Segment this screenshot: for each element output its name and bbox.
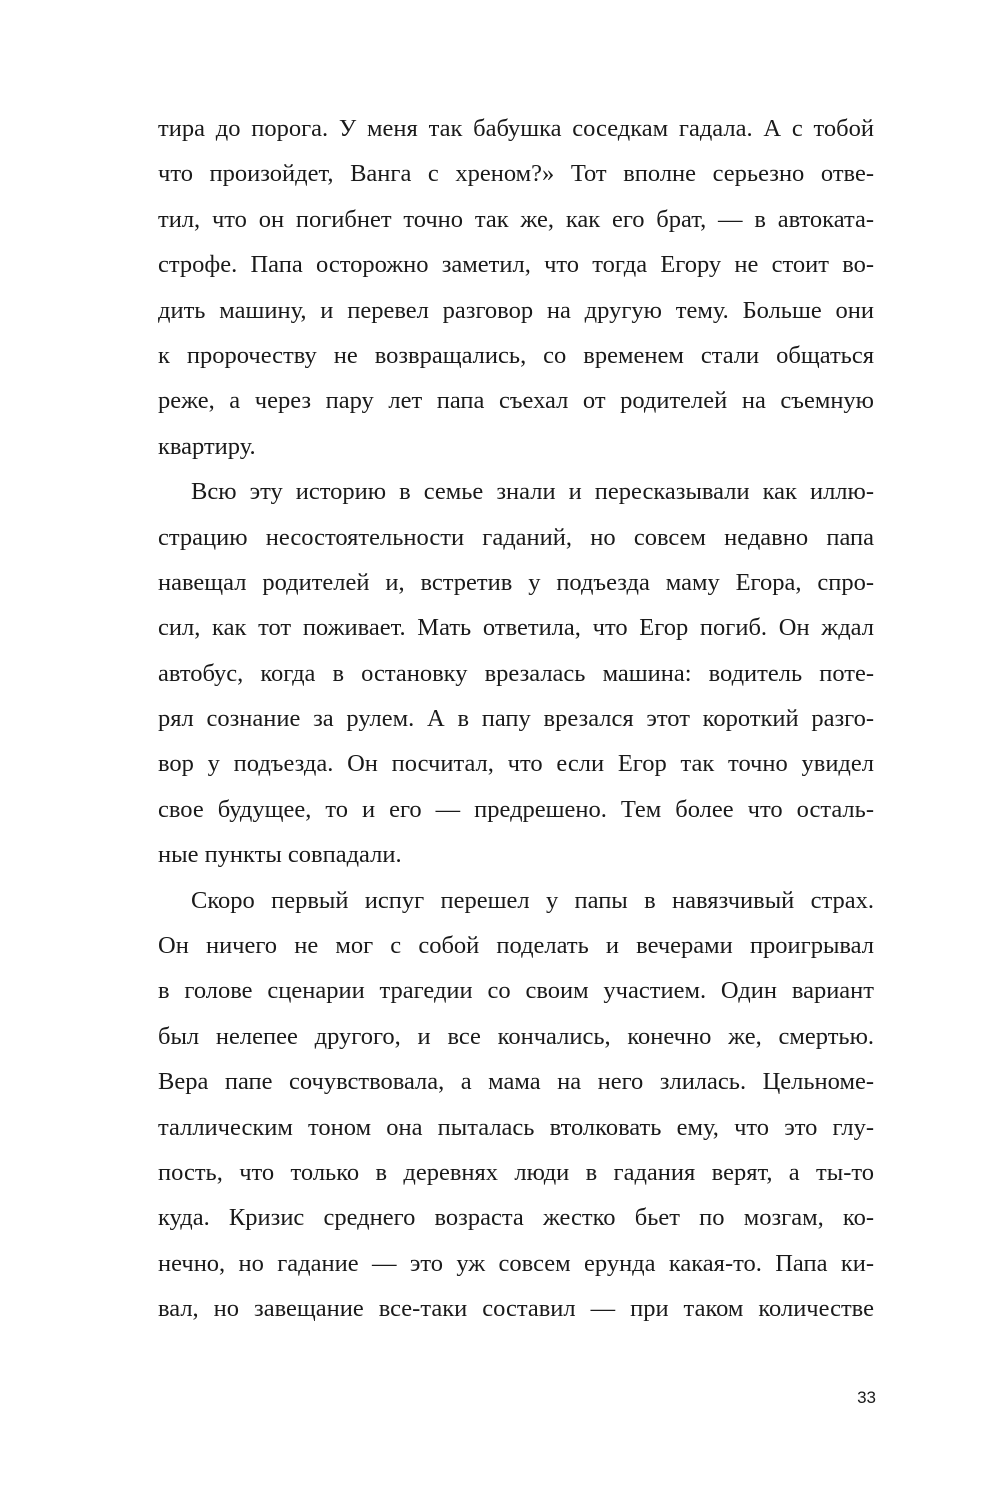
paragraph-1	[158, 106, 874, 469]
text-line: вор у подъезда. Он посчитал, что если Егор так точно увидел	[158, 750, 874, 778]
text-line: навещал родителей и, встретив у подъезда маму Егора, спро-	[158, 568, 874, 596]
text-line: пость, что только в деревнях люди в гадания верят, а ты-то	[158, 1158, 874, 1186]
text-line: рял сознание за рулем. А в папу врезался этот короткий разго-	[158, 705, 874, 733]
text-line: сил, как тот поживает. Мать ответила, что Егор погиб. Он ждал	[158, 614, 874, 642]
text-line: тира до порога. У меня так бабушка соседкам гадала. А с тобой	[158, 115, 874, 142]
text-line: страцию несостоятельности гаданий, но совсем недавно папа	[158, 523, 874, 551]
text-line: куда. Кризис среднего возраста жестко бьет по мозгам, ко-	[158, 1204, 874, 1232]
body-text	[158, 106, 874, 1332]
text-line: в голове сценарии трагедии со своим участием. Один вариант	[158, 977, 874, 1005]
text-line: свое будущее, то и его — предрешено. Тем более что осталь-	[158, 795, 874, 823]
paragraph-2	[158, 469, 874, 878]
text-line: тил, что он погибнет точно так же, как его брат, — в автоката-	[158, 205, 874, 233]
text-line: строфе. Папа осторожно заметил, что тогда Егору не стоит во-	[158, 251, 874, 279]
text-line: автобус, когда в остановку врезалась машина: водитель поте-	[158, 659, 874, 687]
text-line: к пророчеству не возвращались, со временем стали общаться	[158, 341, 874, 369]
text-line: вал, но завещание все-таки составил — при таком количестве	[158, 1295, 874, 1323]
text-line: был нелепее другого, и все кончались, конечно же, смертью.	[158, 1022, 874, 1050]
text-line: дить машину, и перевел разговор на другую тему. Больше они	[158, 296, 874, 324]
text-line: квартиру.	[158, 432, 256, 460]
text-line: Он ничего не мог с собой поделать и вечерами проигрывал	[158, 932, 874, 960]
text-line: что произойдет, Ванга с хреном?» Тот вполне серьезно отве-	[158, 160, 874, 188]
text-line: Всю эту историю в семье знали и пересказывали как иллю-	[191, 478, 874, 506]
text-line: Скоро первый испуг перешел у папы в навязчивый страх.	[191, 886, 874, 914]
text-line: нечно, но гадание — это уж совсем ерунда какая-то. Папа ки-	[158, 1249, 874, 1277]
text-line: реже, а через пару лет папа съехал от родителей на съемную	[158, 387, 874, 415]
text-line: Вера папе сочувствовала, а мама на него злилась. Цельноме-	[158, 1068, 874, 1096]
page-number: 33	[857, 1388, 876, 1407]
paragraph-3	[158, 878, 874, 1332]
text-line: ные пункты совпадали.	[158, 841, 402, 869]
text-line: таллическим тоном она пыталась втолковать ему, что это глу-	[158, 1113, 874, 1141]
